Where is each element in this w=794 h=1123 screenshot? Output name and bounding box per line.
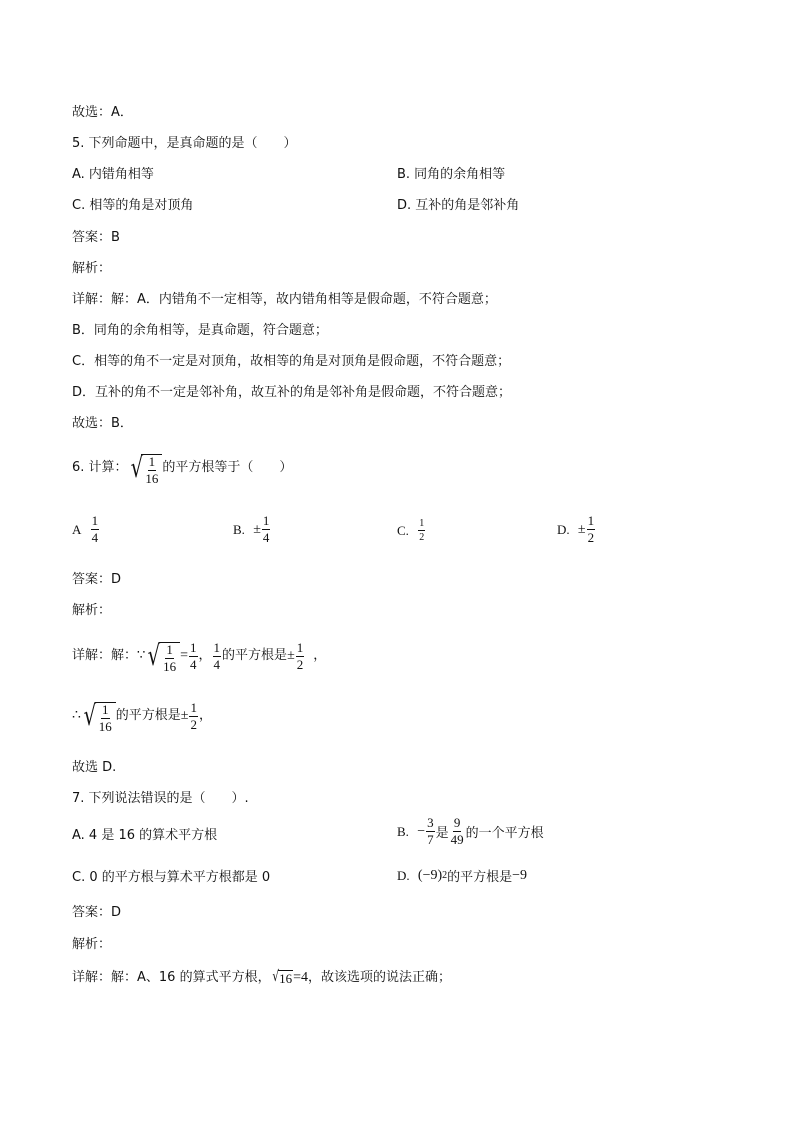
fraction-9-49: $\frac{9}{49}$ (450, 815, 464, 847)
q5-conclusion: 故选：B． (72, 416, 133, 431)
q4-conclusion: 故选：A． (72, 105, 133, 120)
q6-stem-prefix: 6. 计算： (72, 460, 128, 475)
q5-answer: 答案：B (72, 230, 120, 245)
q7-answer: 答案：D (72, 905, 122, 920)
q6-analysis-label: 解析： (72, 603, 112, 618)
fraction-1-2-small: $\frac{1}{2}$ (419, 518, 425, 543)
q5-detail-2: B．同角的余角相等，是真命题，符合题意； (72, 323, 328, 338)
fraction-1-16: $\frac{1}{16}$ (163, 642, 177, 674)
q6-option-a: A $\frac{1}{4}$ (72, 513, 99, 545)
q7-detail: 详解：解：A、16 的算式平方根， √ 16 =4 ，故该选项的说法正确； (72, 967, 452, 986)
q6-stem (72, 450, 292, 486)
fraction-1-2: $\frac{1}{2}$ (587, 513, 595, 545)
q5-detail-1: 详解：解：A．内错角不一定相等，故内错角相等是假命题，不符合题意； (72, 292, 497, 307)
radical-sign-icon: √ (83, 699, 97, 732)
q5-detail-4: D．互补的角不一定是邻补角，故互补的角是邻补角是假命题，不符合题意； (72, 385, 512, 400)
q7-option-d: D. (−9) 2 的平方根是 −9 (397, 867, 528, 885)
q7-detail-sqrt: √ 16 (272, 967, 293, 986)
q6-therefore: ∴ √ $\frac{1}{16}$ 的平方根是 ± $\frac{1}{2}$ ， (72, 699, 212, 734)
q6-option-c: C. $\frac{1}{2}$ (397, 518, 425, 543)
fraction-1-4: $\frac{1}{4}$ (190, 639, 197, 672)
fraction-1-16: $\frac{1}{16}$ (145, 454, 159, 486)
radical-sign-icon: √ (147, 639, 161, 672)
q5-option-d: D. 互补的角是邻补角 (397, 198, 520, 213)
q6-conclusion: 故选 D. (72, 760, 117, 775)
q6-detail: 详解：解：∵ √ $\frac{1}{16}$ = $\frac{1}{4}$ ， $\frac{1}{4}$ 的平方根是 ± $\frac{1}{2}$ ， (72, 639, 327, 674)
q6-option-d: D. ± $\frac{1}{2}$ (557, 513, 595, 545)
q6-option-b: B. ± $\frac{1}{4}$ (233, 513, 270, 545)
q6-sqrt-expression (128, 450, 163, 486)
radical-sign-icon: √ (130, 451, 143, 484)
fraction-1-4: $\frac{1}{4}$ (213, 639, 221, 672)
q6-therefore-sqrt (81, 698, 116, 734)
q6-detail-sqrt (145, 638, 180, 674)
q7-option-c: C. 0 的平方根与算术平方根都是 0 (72, 870, 271, 885)
q6-answer: 答案：D (72, 572, 122, 587)
q5-stem: 5. 下列命题中，是真命题的是（ ） (72, 136, 297, 151)
q7-option-b: B. − $\frac{3}{7}$ 是 $\frac{9}{49}$ 的一个平方根 (397, 815, 544, 847)
q7-analysis-label: 解析： (72, 937, 112, 952)
q5-option-b: B. 同角的余角相等 (397, 167, 506, 182)
radical-sign-icon: √ (272, 967, 279, 985)
fraction-3-7: $\frac{3}{7}$ (427, 815, 434, 847)
q5-option-c: C. 相等的角是对顶角 (72, 198, 194, 213)
q5-option-a: A. 内错角相等 (72, 167, 154, 182)
therefore-icon: ∴ (72, 708, 81, 723)
fraction-1-4: $\frac{1}{4}$ (262, 513, 270, 545)
fraction-1-16: $\frac{1}{16}$ (98, 702, 112, 734)
q7-stem: 7. 下列说法错误的是（ ）. (72, 791, 249, 806)
q7-option-a: A. 4 是 16 的算术平方根 (72, 828, 218, 843)
q5-detail-3: C．相等的角不一定是对顶角，故相等的角是对顶角是假命题，不符合题意； (72, 354, 511, 369)
fraction-1-2: $\frac{1}{2}$ (190, 699, 197, 732)
q5-analysis-label: 解析： (72, 261, 112, 276)
fraction-1-4: $\frac{1}{4}$ (91, 513, 99, 545)
q6-stem-suffix: 的平方根等于（ ） (162, 460, 293, 475)
fraction-1-2: $\frac{1}{2}$ (296, 639, 304, 672)
